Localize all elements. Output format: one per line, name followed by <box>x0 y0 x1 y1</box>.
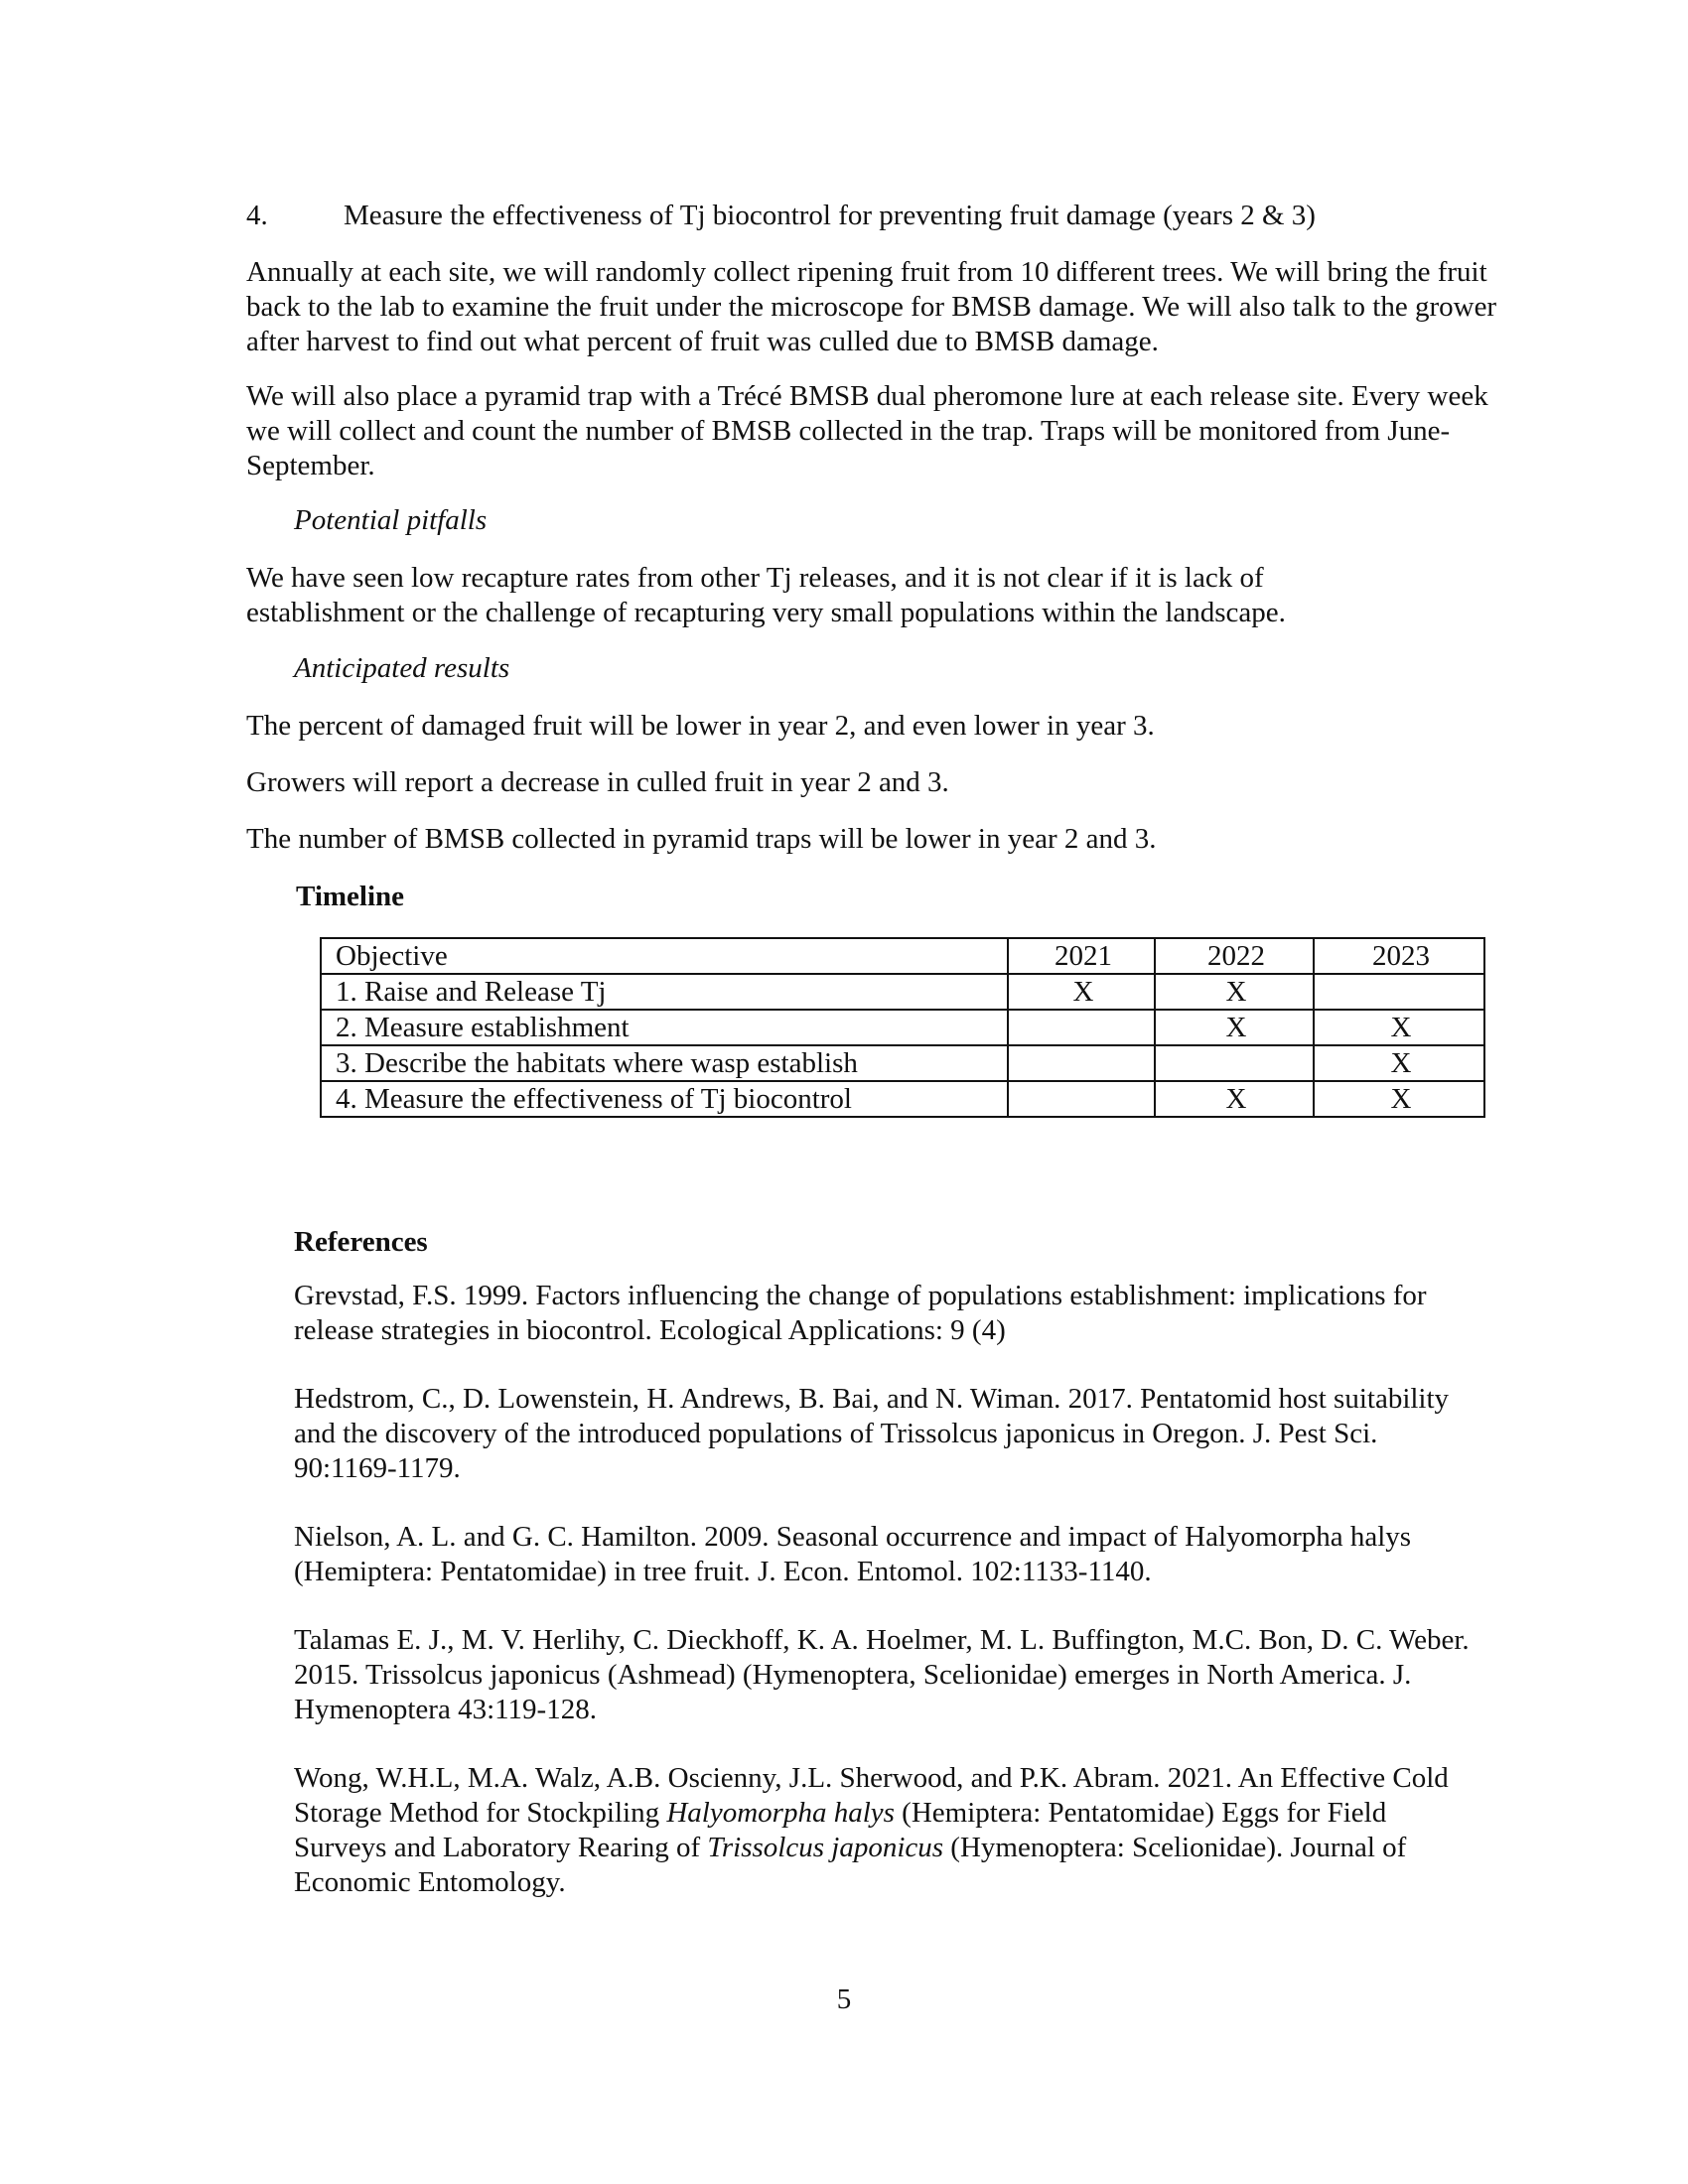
header-2023: 2023 <box>1314 938 1484 974</box>
reference-hedstrom: Hedstrom, C., D. Lowenstein, H. Andrews, B. Bai, and N. Wiman. 2017. Pentatomid host suitability and the discovery of the introduced populations of Trissolcus japonicus in Oregon. J. Pest Sci. 90:1169-1179. <box>294 1383 1450 1484</box>
objective-cell: 3. Describe the habitats where wasp establish <box>321 1045 1008 1081</box>
reference-grevstad: Grevstad, F.S. 1999. Factors influencing the change of populations establishment: implications for release strategies in biocontrol. Ecological Applications: 9 (4) <box>294 1280 1427 1346</box>
objective-cell: 2. Measure establishment <box>321 1010 1008 1045</box>
objective-4-heading <box>246 199 1537 233</box>
result-damaged-fruit: The percent of damaged fruit will be lower in year 2, and even lower in year 3. <box>246 710 1155 742</box>
table-row <box>321 974 1484 1010</box>
year-cell: X <box>1314 1081 1484 1117</box>
objective-cell: 4. Measure the effectiveness of Tj biocontrol <box>321 1081 1008 1117</box>
year-cell: X <box>1008 974 1155 1010</box>
header-2021: 2021 <box>1008 938 1155 974</box>
reference-wong <box>294 1761 1485 1900</box>
reference-wong-species-2: Trissolcus japonicus <box>707 1832 944 1863</box>
pitfalls-text: We have seen low recapture rates from other Tj releases, and it is not clear if it is lack of establishment or the challenge of recapturing very small populations within the landscape. <box>246 562 1286 628</box>
timeline-header-row <box>321 938 1484 974</box>
reference-wong-species-1: Halyomorpha halys <box>666 1797 895 1829</box>
result-culled-fruit: Growers will report a decrease in culled fruit in year 2 and 3. <box>246 766 949 798</box>
paragraph-pyramid-trap: We will also place a pyramid trap with a Trécé BMSB dual pheromone lure at each release site. Every week we will collect and count the number of BMSB collected in the trap. Traps will be monitored from June-September. <box>246 380 1488 481</box>
objective-4-number: 4. <box>246 200 268 231</box>
page-number: 5 <box>836 1983 852 2015</box>
paragraph-fruit-collection: Annually at each site, we will randomly collect ripening fruit from 10 different trees. We will bring the fruit back to the lab to examine the fruit under the microscope for BMSB damage. We will also talk to the grower after harvest to find out what percent of fruit was culled due to BMSB damage. <box>246 256 1497 357</box>
timeline-heading: Timeline <box>296 881 405 912</box>
header-2022: 2022 <box>1155 938 1314 974</box>
result-pyramid-traps: The number of BMSB collected in pyramid traps will be lower in year 2 and 3. <box>246 823 1157 855</box>
reference-wong-part1: Wong, W.H.L, M.A. Walz, A.B. Oscienny, J.L. Sherwood, and P.K. Abram. 2021. An Effective Cold Storage Method for Stockpiling <box>294 1762 1449 1829</box>
year-cell: X <box>1155 1081 1314 1117</box>
reference-wong-part2: (Hemiptera: Pentatomidae) Eggs for Field Surveys and Laboratory Rearing of <box>294 1797 1387 1863</box>
references-heading: References <box>294 1226 428 1258</box>
objective-cell: 1. Raise and Release Tj <box>321 974 1008 1010</box>
year-cell: X <box>1155 1010 1314 1045</box>
table-row <box>321 1081 1484 1117</box>
reference-nielson: Nielson, A. L. and G. C. Hamilton. 2009. Seasonal occurrence and impact of Halyomorpha halys (Hemiptera: Pentatomidae) in tree fruit. J. Econ. Entomol. 102:1133-1140. <box>294 1521 1412 1587</box>
header-objective: Objective <box>321 938 1008 974</box>
year-cell <box>1314 974 1484 1010</box>
timeline-table <box>320 937 1485 1118</box>
objective-4-title: Measure the effectiveness of Tj biocontrol for preventing fruit damage (years 2 & 3) <box>344 200 1316 231</box>
reference-wong-part3: (Hymenoptera: Scelionidae). Journal of Economic Entomology. <box>294 1832 1407 1898</box>
year-cell <box>1008 1081 1155 1117</box>
year-cell: X <box>1314 1010 1484 1045</box>
year-cell: X <box>1155 974 1314 1010</box>
year-cell <box>1008 1010 1155 1045</box>
results-heading: Anticipated results <box>294 652 510 684</box>
pitfalls-heading: Potential pitfalls <box>294 504 488 536</box>
reference-talamas: Talamas E. J., M. V. Herlihy, C. Dieckhoff, K. A. Hoelmer, M. L. Buffington, M.C. Bon, D. C. Weber. 2015. Trissolcus japonicus (Ashmead) (Hymenoptera, Scelionidae) emerges in North America. J. Hymenoptera 43:119-128. <box>294 1624 1470 1725</box>
table-row <box>321 1010 1484 1045</box>
year-cell <box>1155 1045 1314 1081</box>
year-cell: X <box>1314 1045 1484 1081</box>
year-cell <box>1008 1045 1155 1081</box>
table-row <box>321 1045 1484 1081</box>
